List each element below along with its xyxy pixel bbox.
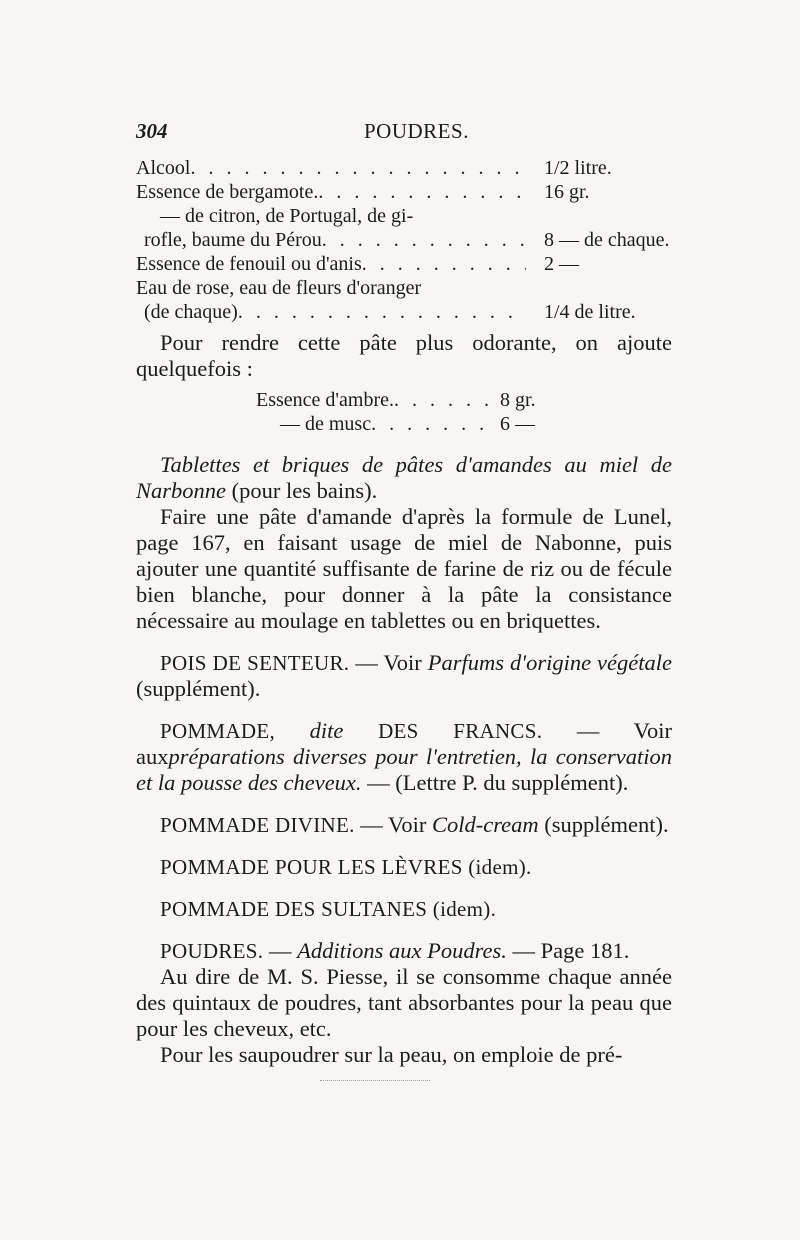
see-text: — Voir aux [136,718,673,769]
leader-dots [322,228,526,252]
see-text: — Voir [355,650,422,675]
entry-heading: POMMADE, [160,719,275,743]
book-page [136,112,672,1068]
recipe-row [256,388,556,412]
ingredient-name: rofle, baume du Pérou [144,229,322,251]
tablettes-body: Faire une pâte d'amande d'après la formule de Lunel, page 167, en faisant usage de miel de Nabonne, puis ajouter une quantité suffisante de farine de riz ou de fécule bien blanche, pour donner à la pâte la consistance nécessaire au moulage en tablettes ou en briquettes. [136,504,672,633]
page-number: 304 [136,119,168,143]
entry-heading: POUDRES. [160,939,264,963]
recipe-row [256,412,556,436]
sub-recipe-list [256,388,556,436]
ingredient-qty: 1/4 de litre. [544,301,636,323]
entry-tail: (supplément). [544,812,669,837]
ingredient-name: (de chaque) [144,301,238,323]
ingredient-name: — de musc [280,413,372,435]
intro-paragraph: Pour rendre cette pâte plus odorante, on ajoute quelquefois : [136,330,672,381]
cross-reference: Additions aux Poudres. [297,938,507,963]
entry-pommade-divine [136,812,672,838]
cross-reference: Cold-cream [431,812,539,837]
ingredient-qty: 8 — de chaque. [544,229,670,251]
page-reference: — Page 181. [512,938,630,963]
entry-tail: (supplément). [136,676,261,701]
entry-tail: — (Lettre P. du supplément). [367,770,629,795]
ingredient-name: Alcool [136,157,191,179]
page-header [136,112,672,148]
tablettes-title: Tablettes et briques de pâtes d'amandes au miel de Narbonne [136,452,672,503]
leader-dots [238,300,526,324]
ingredient-qty: 6 — [500,413,535,435]
cross-reference: Parfums d'origine végétale [427,650,673,675]
tablettes-title-tail: (pour les bains). [231,478,378,503]
recipe-row [136,180,672,204]
print-smudge [320,1080,430,1085]
cross-reference: préparations diverses pour l'entretien, la conservation et la pousse des cheveux. [136,744,672,795]
entry-poudres [136,938,672,964]
ingredient-qty: 16 gr. [544,181,590,203]
entry-pois-de-senteur [136,650,672,702]
ingredient-qty: 8 gr. [500,389,536,411]
ingredient-name: Essence d'ambre. [256,389,394,411]
recipe-row [136,276,672,300]
leader-dots [371,412,490,436]
entry-pommade-levres [136,854,672,880]
recipe-row [136,228,672,252]
recipe-row [136,204,672,228]
ingredient-name: Essence de bergamote. [136,181,319,203]
running-title: POUDRES. [364,119,469,143]
entry-heading-dite: dite [309,718,344,743]
ingredient-qty: 2 — [544,253,579,275]
ingredient-qty: 1/2 litre. [544,157,612,179]
entry-heading: POIS DE SENTEUR. [160,651,350,675]
recipe-row [136,252,672,276]
entry-heading-2: DES FRANCS. [378,719,543,743]
dash: — [268,938,292,963]
entry-pommade-des-francs [136,718,672,796]
leader-dots [318,180,526,204]
ingredient-name: Essence de fenouil ou d'anis [136,253,362,275]
leader-dots [362,252,526,276]
ingredient-name: — de citron, de Portugal, de gi- [160,205,414,227]
entry-heading: POMMADE DES SULTANES (idem). [160,897,497,921]
recipe-list [136,156,672,324]
recipe-row [136,156,672,180]
last-line: Pour les saupoudrer sur la peau, on emploie de pré- [160,1042,623,1067]
poudres-body: Au dire de M. S. Piesse, il se consomme chaque année des quintaux de poudres, tant absorbantes pour la peau que pour les cheveux, etc. [136,964,672,1041]
entry-pommade-sultanes [136,896,672,922]
see-text: — Voir [360,812,427,837]
recipe-row [136,300,672,324]
ingredient-name: Eau de rose, eau de fleurs d'oranger [136,277,422,299]
entry-heading: POMMADE POUR LES LÈVRES (idem). [160,855,532,879]
leader-dots [394,388,490,412]
entry-heading: POMMADE DIVINE. [160,813,355,837]
leader-dots [190,156,526,180]
tablettes-heading [136,452,672,504]
